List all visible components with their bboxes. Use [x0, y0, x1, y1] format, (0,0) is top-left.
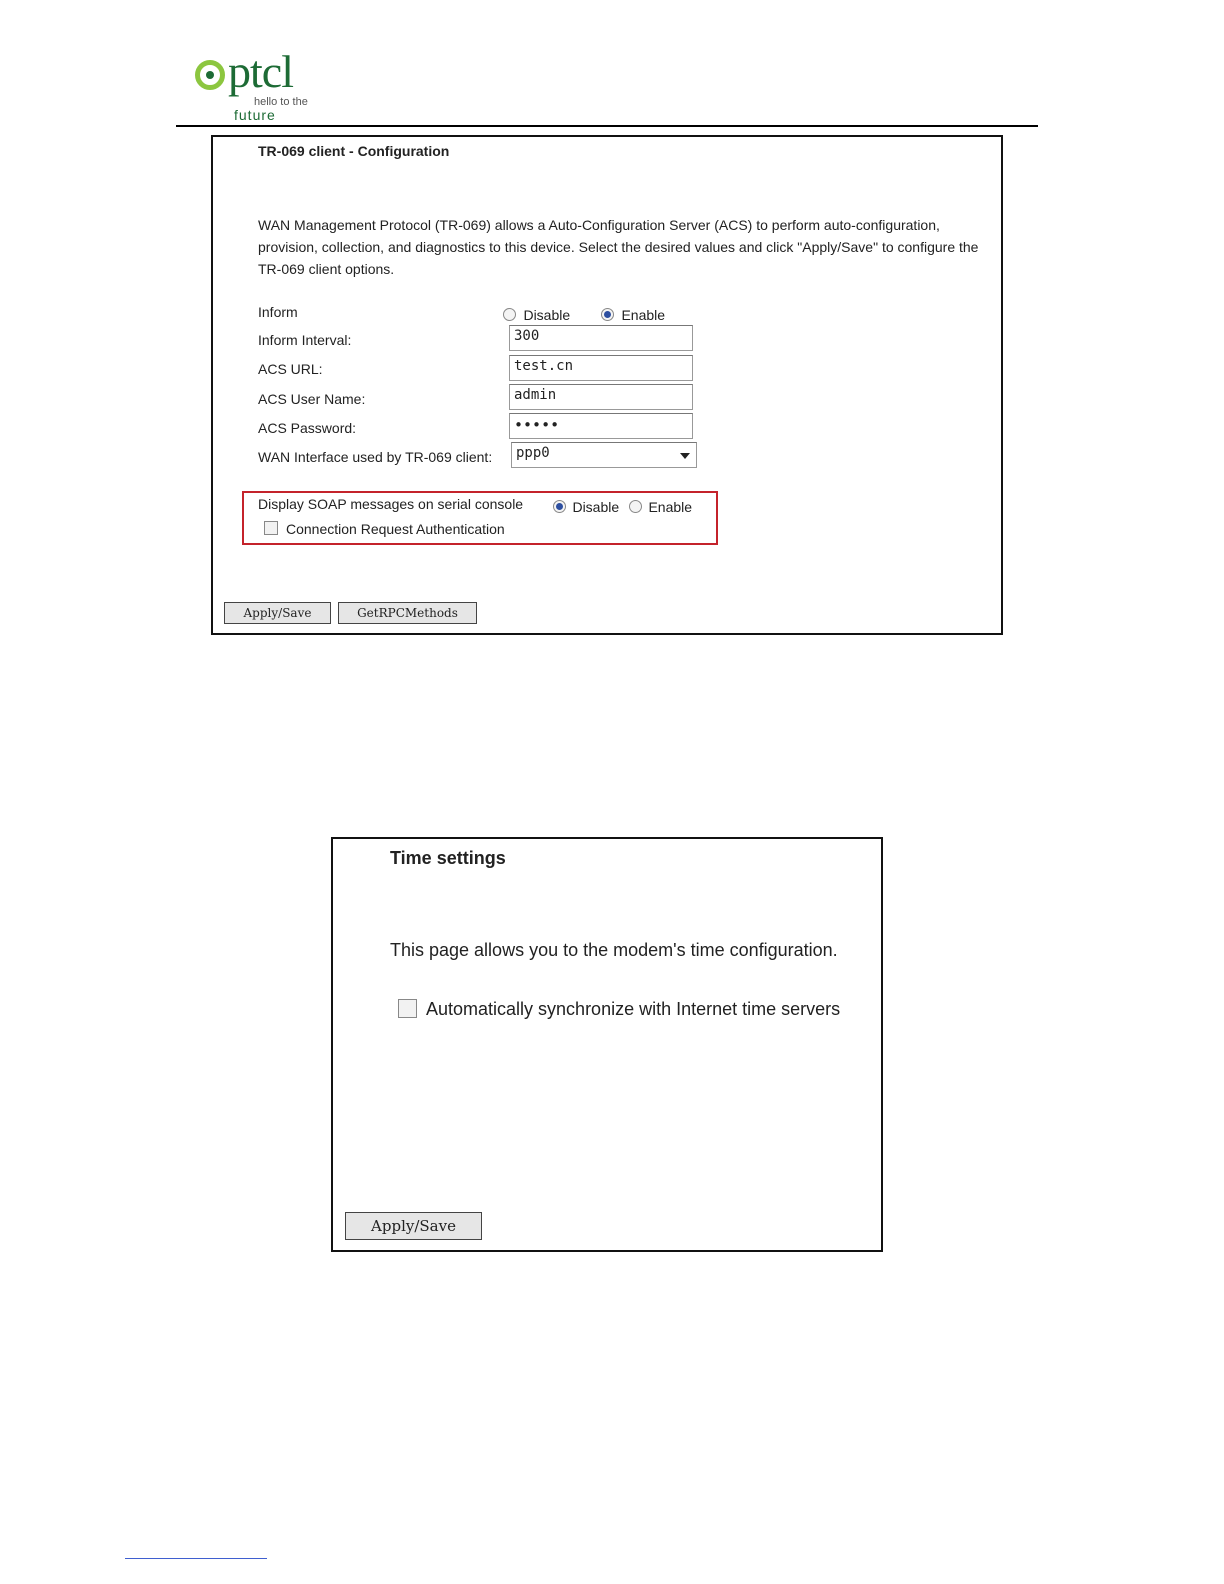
header-rule [176, 125, 1038, 127]
inform-enable-radio[interactable]: Enable [601, 306, 665, 324]
tr069-config-panel [211, 135, 1003, 635]
wan-interface-label: WAN Interface used by TR-069 client: [258, 449, 493, 465]
conn-auth-label: Connection Request Authentication [286, 521, 505, 537]
time-settings-title: Time settings [390, 848, 506, 868]
apply-save-button[interactable]: Apply/Save [224, 602, 331, 624]
soap-enable-radio[interactable]: Enable [629, 498, 692, 516]
auto-sync-label: Automatically synchronize with Internet time servers [426, 999, 841, 1019]
acs-url-input[interactable]: test.cn [509, 355, 693, 381]
tr069-description: WAN Management Protocol (TR-069) allows a Auto-Configuration Server (ACS) to perform auto-configuration, provision, collection, and diagnostics to this device. Select the desired values and click "Apply/Save" to configure the TR-069 client options. [258, 217, 979, 277]
inform-interval-label: Inform Interval: [258, 332, 352, 348]
time-settings-description: This page allows you to the modem's time configuration. [390, 940, 838, 960]
ptcl-logo [192, 46, 312, 126]
logo-tagline-future: future [234, 107, 276, 123]
time-apply-save-button[interactable]: Apply/Save [345, 1212, 482, 1240]
acs-username-input[interactable]: admin [509, 384, 693, 410]
conn-auth-checkbox[interactable] [264, 521, 278, 535]
tr069-title: TR-069 client - Configuration [258, 143, 450, 159]
inform-disable-radio[interactable]: Disable [503, 306, 570, 324]
auto-sync-checkbox[interactable] [398, 999, 417, 1018]
acs-password-label: ACS Password: [258, 420, 357, 436]
soap-label: Display SOAP messages on serial console [258, 496, 524, 512]
logo-tagline: hello to the [254, 96, 308, 108]
logo-dot-icon [206, 71, 214, 79]
chevron-down-icon [680, 453, 690, 459]
acs-username-label: ACS User Name: [258, 391, 366, 407]
acs-url-label: ACS URL: [258, 361, 323, 377]
get-rpc-methods-button[interactable]: GetRPCMethods [338, 602, 477, 624]
time-settings-panel [331, 837, 883, 1252]
wan-interface-value: ppp0 [516, 445, 550, 461]
logo-wordmark: ptcl [228, 46, 293, 97]
soap-disable-radio[interactable]: Disable [553, 498, 619, 516]
footer-rule [125, 1558, 267, 1559]
acs-password-input[interactable]: ••••• [509, 413, 693, 439]
wan-interface-select[interactable] [511, 442, 697, 468]
inform-label: Inform [258, 304, 298, 320]
inform-interval-input[interactable]: 300 [509, 325, 693, 351]
